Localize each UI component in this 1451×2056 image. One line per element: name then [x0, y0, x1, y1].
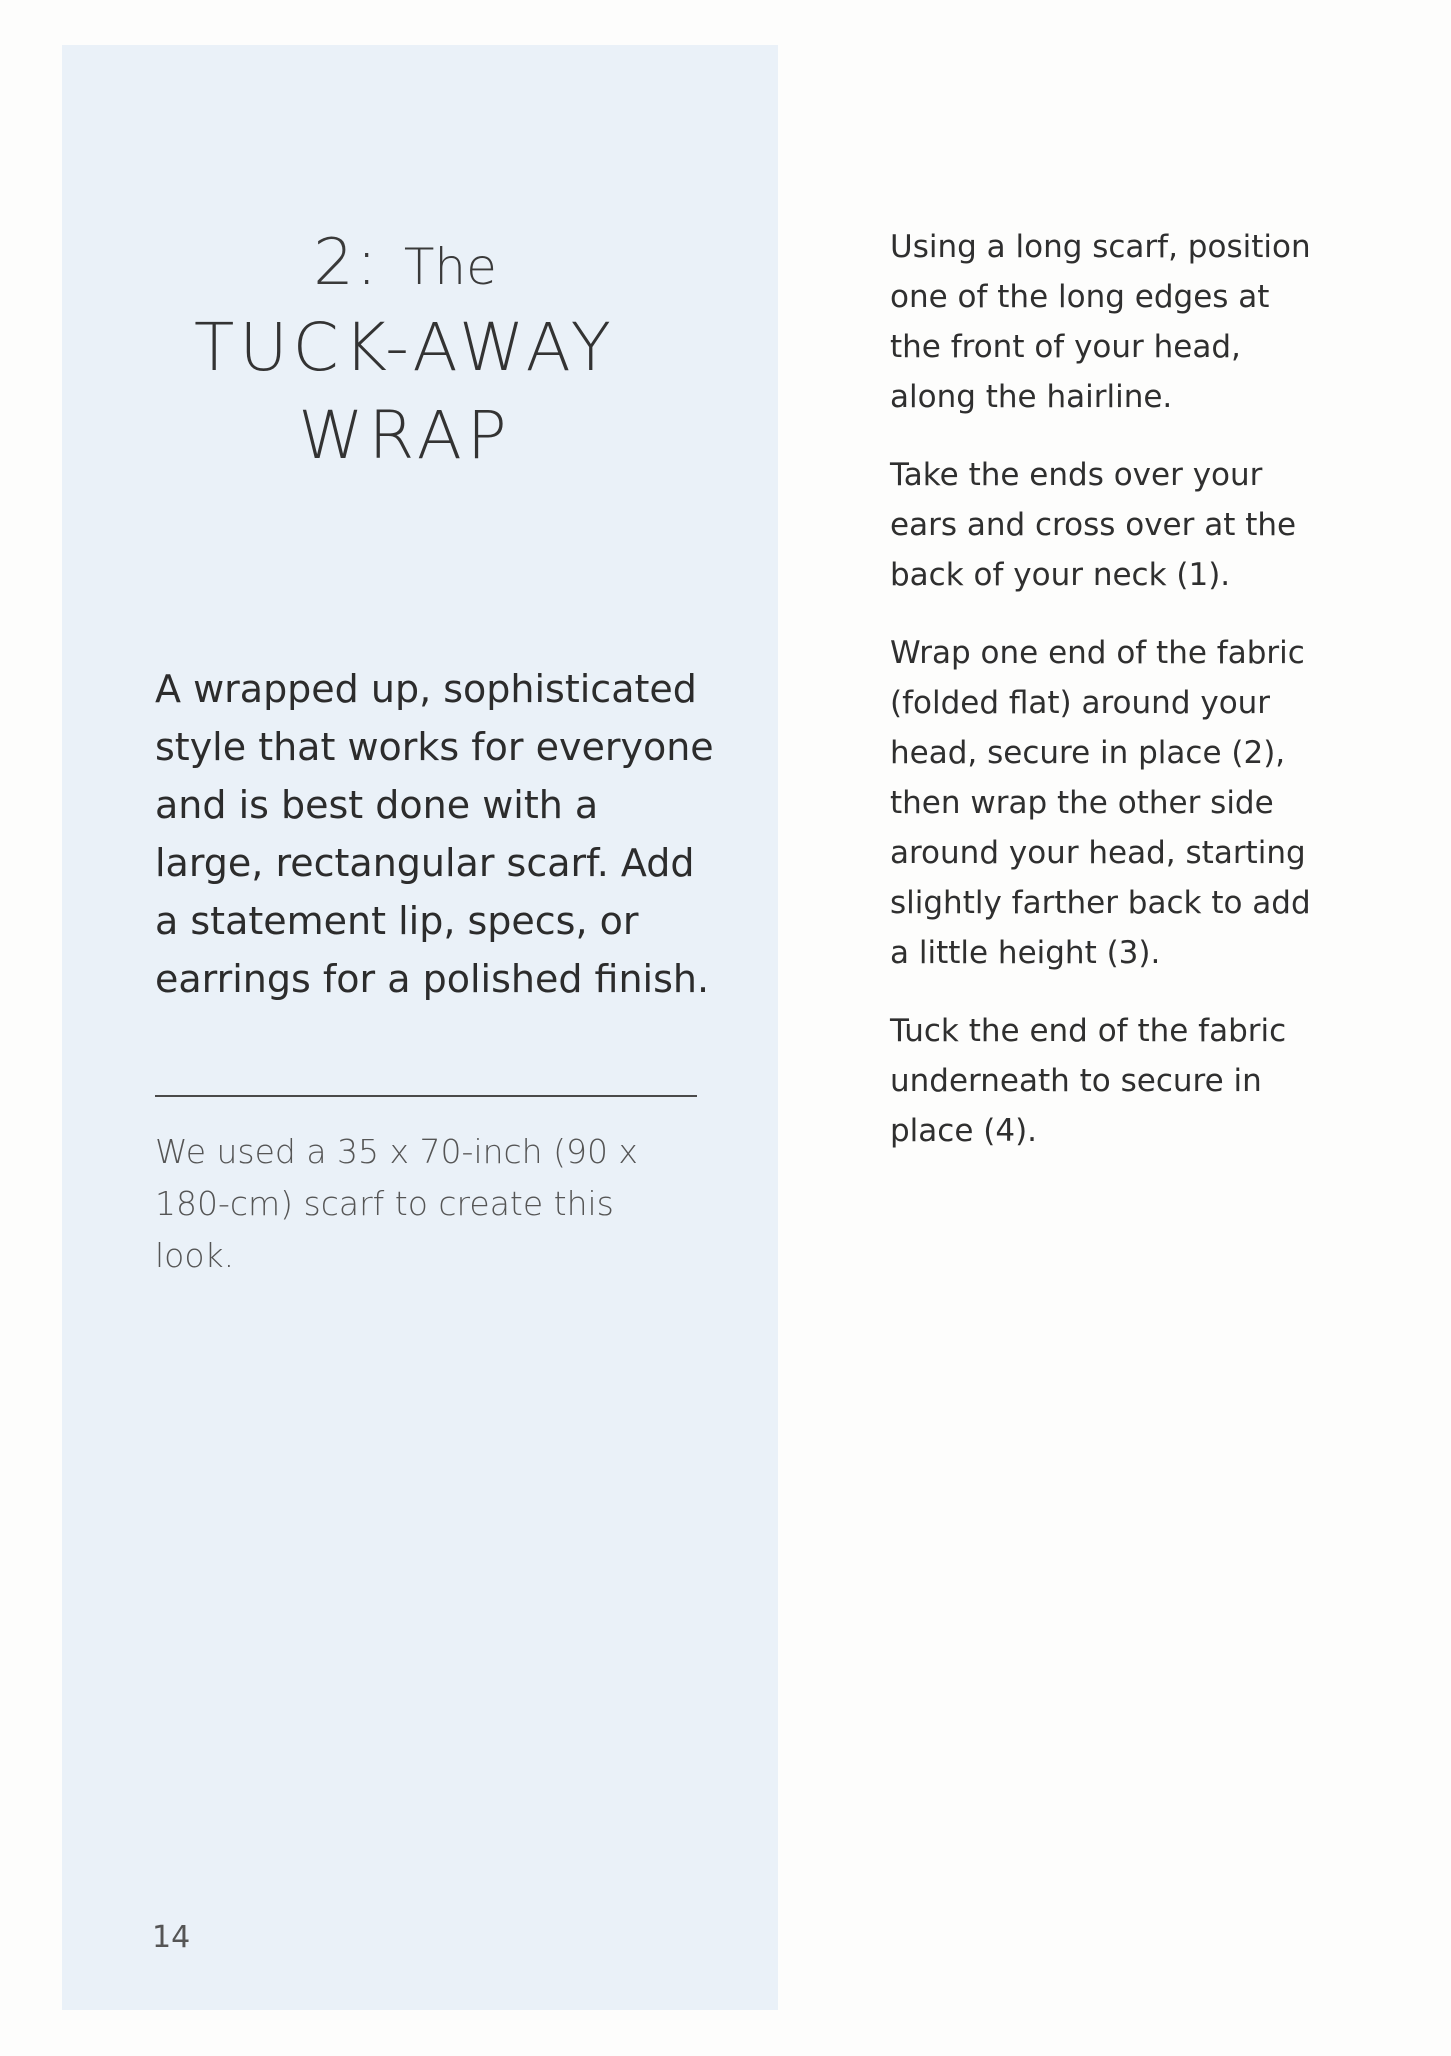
title-number: 2:: [313, 226, 380, 300]
title-line-number: [170, 228, 640, 298]
step-paragraph: Wrap one end of the fabric (folded flat) around your head, secure in place (2), then wrap the other side around your head, starting slightly farther back to add a little height (3).: [890, 635, 1311, 971]
step-paragraph: Using a long scarf, position one of the long edges at the front of your head, along the hairline.: [890, 229, 1311, 415]
title-main: TUCK-AWAY WRAP: [194, 309, 616, 475]
instruction-steps: [890, 222, 1330, 1184]
page-title: [170, 228, 640, 480]
section-divider: [155, 1095, 697, 1097]
step-paragraph: Tuck the end of the fabric underneath to secure in place (4).: [890, 1013, 1287, 1149]
title-the: The: [403, 238, 497, 296]
page-number: 14: [152, 1920, 191, 1955]
intro-paragraph: A wrapped up, sophisticated style that works for everyone and is best done with a large, rectangular scarf. Add a statement lip, specs, or earrings for a polished finish.: [155, 667, 714, 1001]
step-paragraph: Take the ends over your ears and cross over at the back of your neck (1).: [890, 457, 1297, 593]
scarf-size-note: We used a 35 x 70-inch (90 x 180-cm) scarf to create this look.: [155, 1132, 638, 1275]
